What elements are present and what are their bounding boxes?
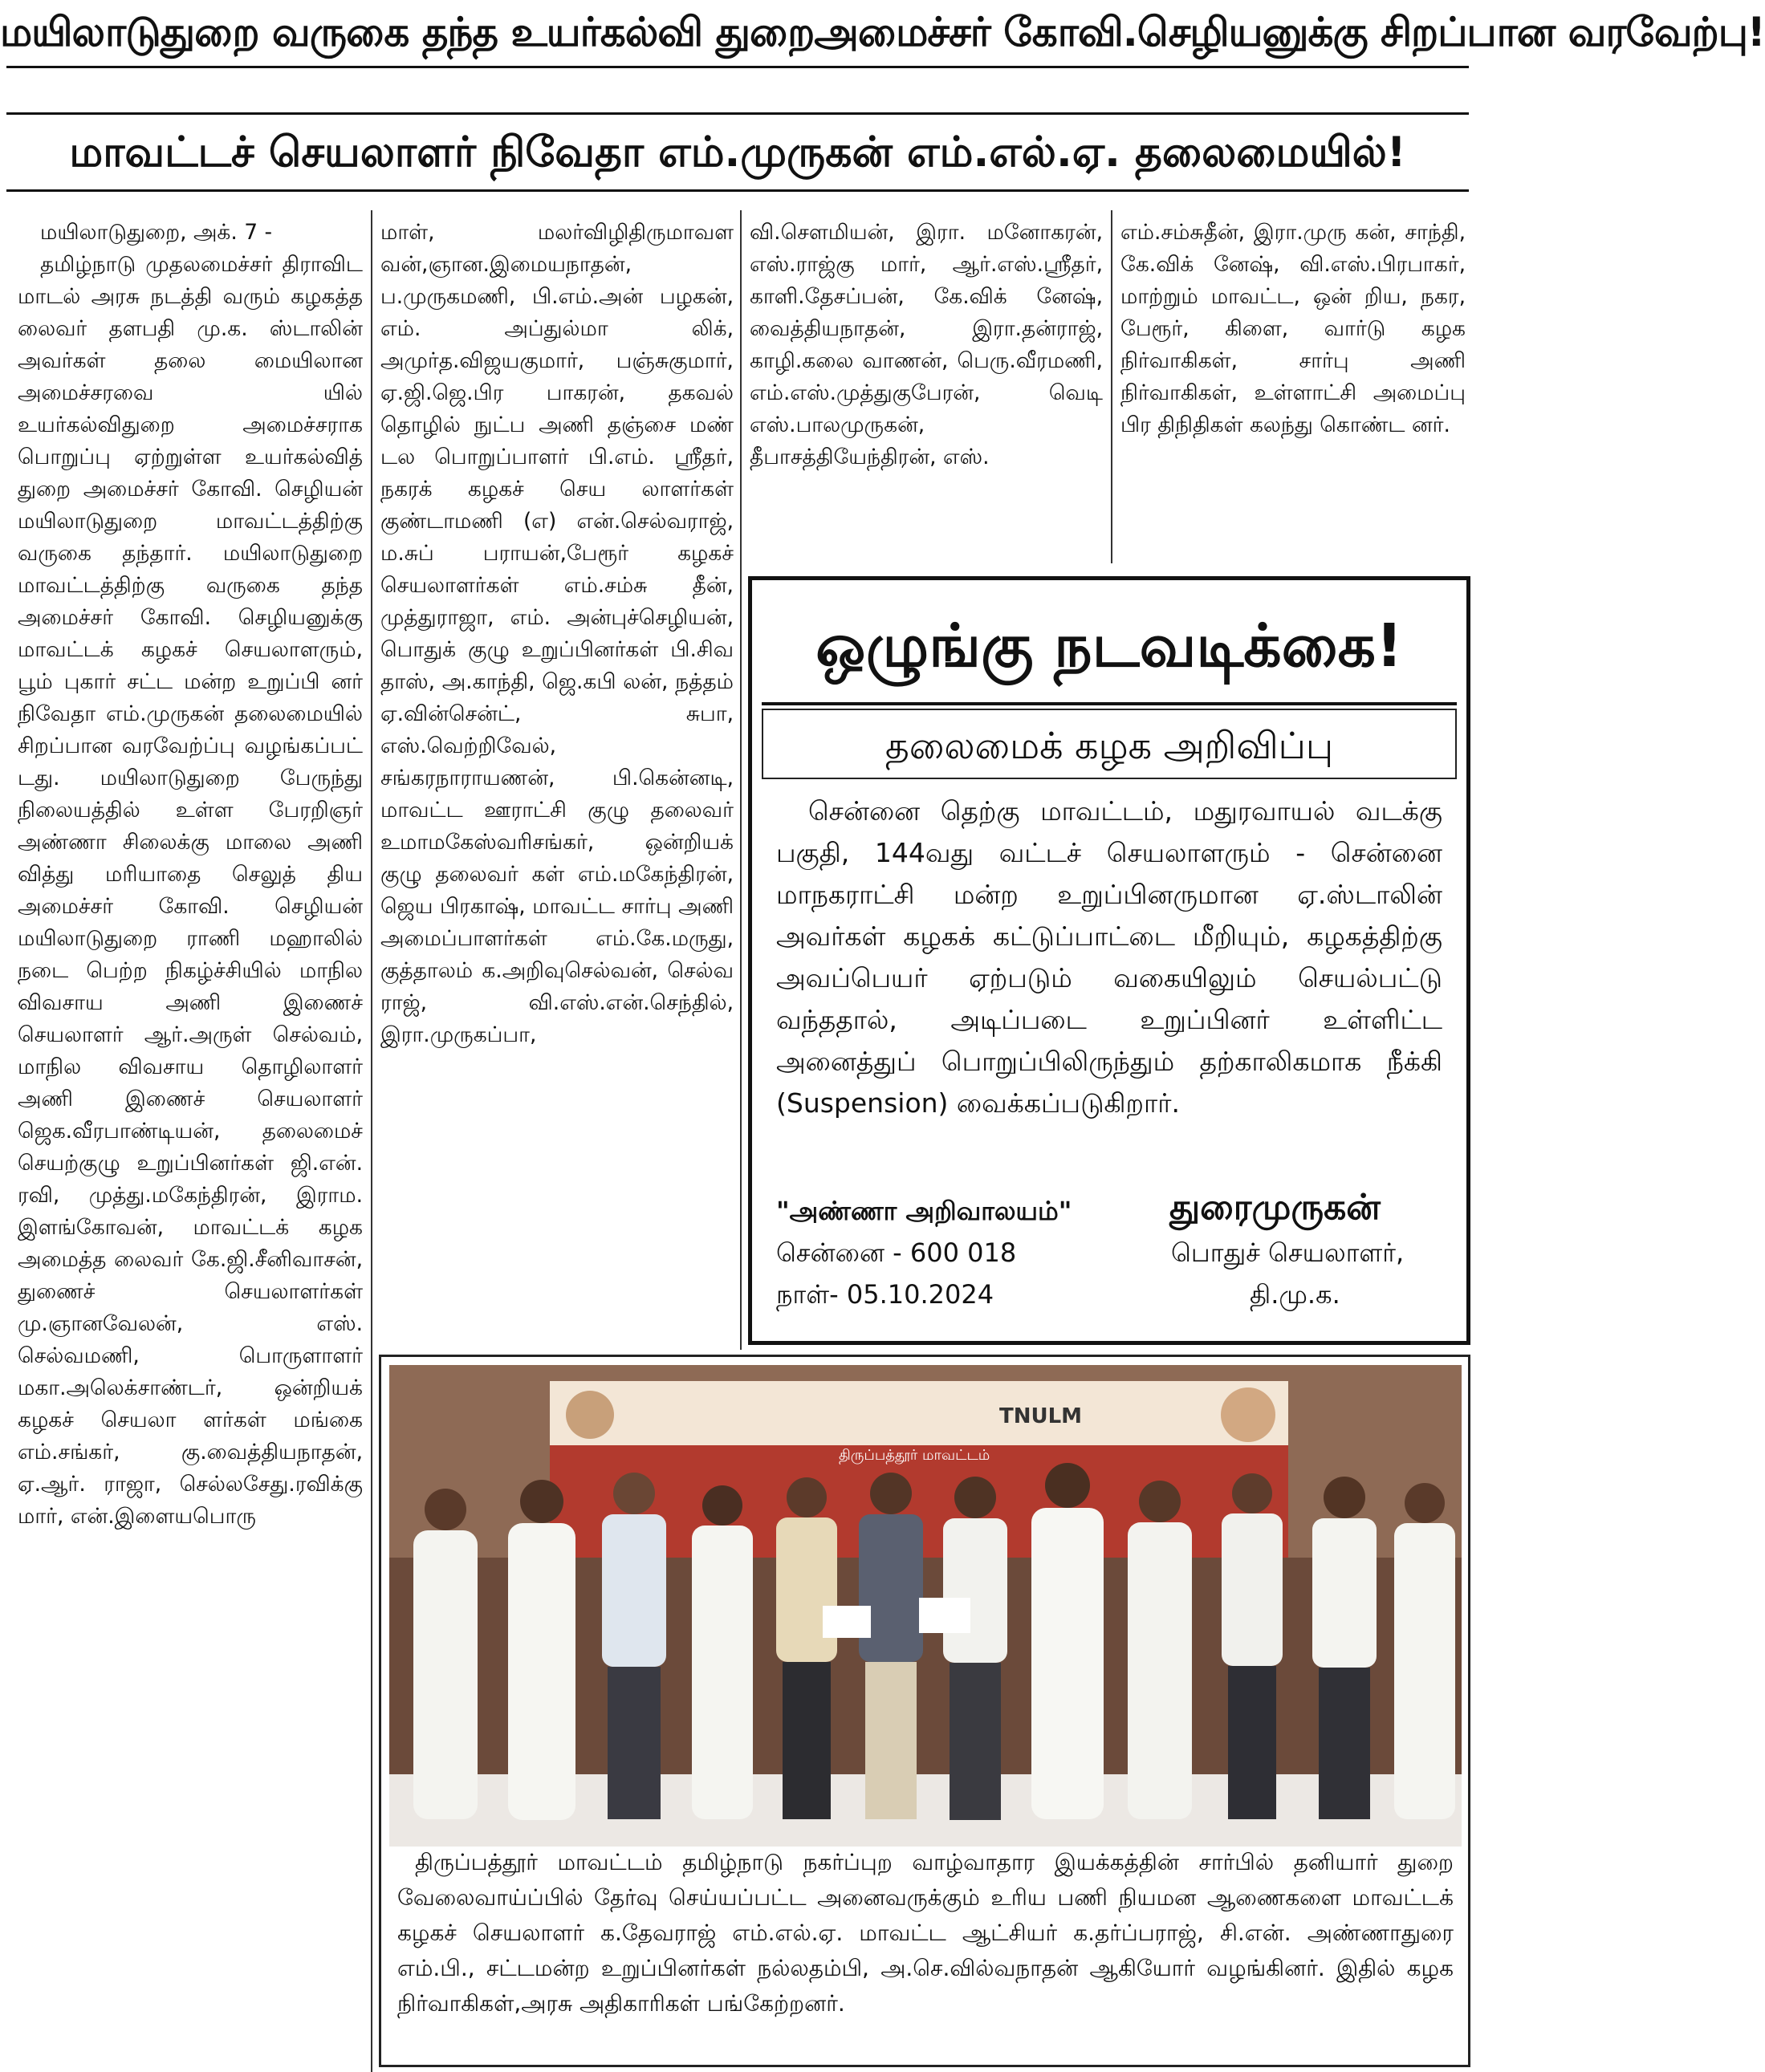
person-12	[1394, 1483, 1455, 1819]
banner-portrait-right	[1221, 1387, 1275, 1442]
article-col4-text: எம்.சம்சுதீன், இரா.முரு கன், சாந்தி, கே.விக் னேஷ், வி.எஸ்.பிரபாகர், மாற்றும் மாவட்ட, ஒன் றிய, நகர, பேரூர், கிளை, வார்டு கழக நிர்வாகிகள், சார்பு அணி நிர்வாகிகள், உள்ளாட்சி அமைப்பு பிர திநிதிகள் கலந்து கொண்ட னர்.	[1120, 220, 1466, 437]
banner-portrait-left	[566, 1391, 614, 1439]
column-divider-2	[740, 210, 742, 1350]
photo-caption: திருப்பத்தூர் மாவட்டம் தமிழ்நாடு நகர்ப்புற வாழ்வாதார இயக்கத்தின் சார்பில் தனியார் துறை வேலைவாய்ப்பில் தேர்வு செய்யப்பட்ட அனைவருக்கும் உரிய பணி நியமன ஆணைகளை மாவட்டக் கழகச் செயலாளர் க.தேவராஜ் எம்.எல்.ஏ. மாவட்ட ஆட்சியர் க.தர்ப்பராஜ், சி.என். அண்ணாதுரை எம்.பி., சட்டமன்ற உறுப்பினர்கள் நல்லதம்பி, அ.செ.வில்வநாதன் ஆகியோர் வழங்கினர். இதில் கழக நிர்வாகிகள்,அரசு அதிகாரிகள் பங்கேற்றனர்.	[397, 1849, 1454, 2017]
banner-logo-text: TNULM	[999, 1404, 1083, 1428]
notice-signature	[1169, 1184, 1442, 1315]
notice-party: தி.மு.க.	[1250, 1279, 1340, 1310]
person-5	[776, 1477, 837, 1819]
notice-date: நாள்- 05.10.2024	[776, 1279, 994, 1310]
notice-subtitle: தலைமைக் கழக அறிவிப்பு	[762, 709, 1457, 779]
appointment-letter-left	[823, 1606, 871, 1638]
subhead: மாவட்டச் செயலாளர் நிவேதா எம்.முருகன் எம்.எல்.ஏ. தலைமையில்!	[69, 128, 1406, 177]
article-col1-text: தமிழ்நாடு முதலமைச்சர் திராவிட மாடல் அரசு நடத்தி வரும் கழகத்த லைவர் தளபதி மு.க. ஸ்டாலின் அவர்கள் தலை மையிலான அமைச்சரவை யில் உயர்கல்விதுறை அமைச்சராக பொறுப்பு ஏற்றுள்ள உயர்கல்வித் துறை அமைச்சர் கோவி. செழியன் மயிலாடுதுறை மாவட்டத்திற்கு வருகை தந்தார். மயிலாடுதுறை மாவட்டத்திற்கு வருகை தந்த அமைச்சர் கோவி. செழியனுக்கு மாவட்டக் கழகச் செயலாளரும், பூம் புகார் சட்ட மன்ற உறுப்பி னர் நிவேதா எம்.முருகன் தலைமையில் சிறப்பான வரவேற்ப்பு வழங்கப்பட் டது. மயிலாடுதுறை பேருந்து நிலையத்தில் உள்ள பேரறிஞர் அண்ணா சிலைக்கு மாலை அணி வித்து மரியாதை செலுத் திய அமைச்சர் கோவி. செழியன் மயிலாடுதுறை ராணி மஹாலில் நடை பெற்ற நிகழ்ச்சியில் மாநில விவசாய அணி இணைச் செயலாளர் ஆர்.அருள் செல்வம், மாநில விவசாய தொழிலாளர் அணி இணைச் செயலாளர் ஜெக.வீரபாண்டியன், தலைமைச் செயற்குழு உறுப்பினர்கள் ஜி.என். ரவி, முத்து.மகேந்திரன், இராம. இளங்கோவன், மாவட்டக் கழக அமைத்த லைவர் கே.ஜி.சீனிவாசன், துணைச் செயலாளர்கள் மு.ஞானவேலன், எஸ். செல்வமணி, பொருளாளர் மகா.அலெக்சாண்டர், ஒன்றியக் கழகச் செயலா ளர்கள் மங்கை எம்.சங்கர், கு.வைத்தியநாதன், ஏ.ஆர். ராஜா, செல்லசேது.ரவிக்கு மார், என்.இளையபொரு	[18, 252, 363, 1529]
article-col3-text: வி.சௌமியன், இரா. மனோகரன், எஸ்.ராஜ்கு மார், ஆர்.எஸ்.ஸ்ரீதர், காளி.தேசப்பன், கே.விக் னேஷ், வைத்தியநாதன், இரா.தன்ராஜ், காழி.கலை வாணன், பெரு.வீரமணி, எம்.எஸ்.முத்துகுபேரன், வெடி எஸ்.பாலமுருகன், தீபாசத்தியேந்திரன், எஸ்.	[750, 220, 1103, 469]
news-photo-frame	[379, 1355, 1470, 2067]
person-10	[1222, 1473, 1283, 1819]
subhead-bottom-rule	[6, 189, 1469, 192]
notice-address	[776, 1190, 1129, 1315]
appointment-letter-right	[919, 1598, 970, 1633]
person-6	[859, 1473, 923, 1819]
notice-designation: பொதுச் செயலாளர்,	[1171, 1237, 1405, 1268]
headline: மயிலாடுதுறை வருகை தந்த உயர்கல்வி துறைஅமைச்சர் கோவி.செழியனுக்கு சிறப்பான வரவேற்பு!	[0, 9, 1765, 55]
column-divider-1	[371, 210, 372, 2072]
article-dateline: மயிலாடுதுறை, அக். 7 -	[40, 220, 273, 245]
article-column-2	[380, 217, 734, 1347]
banner-heading-text: திருப்பத்தூர் மாவட்டம்	[839, 1447, 990, 1464]
subhead-top-rule	[6, 112, 1469, 115]
article-column-1	[18, 217, 363, 2062]
notice-address-name: "அண்ணா அறிவாலயம்"	[776, 1196, 1072, 1226]
article-column-4	[1120, 217, 1466, 570]
event-photo	[389, 1365, 1462, 1847]
notice-address-city: சென்னை - 600 018	[776, 1237, 1017, 1268]
article-column-3	[750, 217, 1103, 570]
person-8	[1031, 1463, 1104, 1819]
person-1	[413, 1489, 478, 1819]
person-3	[602, 1473, 666, 1819]
article-col2-text: மாள், மலர்விழிதிருமாவள வன்,ஞான.இமையநாதன், ப.முருகமணி, பி.எம்.அன் பழகன், எம். அப்துல்மா லிக், அமுர்த.விஜயகுமார், பஞ்சுகுமார், ஏ.ஜி.ஜெ.பிர பாகரன், தகவல் தொழில் நுட்ப அணி தஞ்சை மண் டல பொறுப்பாளர் பி.எம். ஸ்ரீதர், நகரக் கழகச் செய லாளர்கள் குண்டாமணி (எ) என்.செல்வராஜ், ம.சுப் பராயன்,பேரூர் கழகச் செயலாளர்கள் எம்.சம்சு தீன், முத்துராஜா, எம். அன்புச்செழியன், பொதுக் குழு உறுப்பினர்கள் பி.சிவ தாஸ், அ.காந்தி, ஜெ.கபி லன், நத்தம் ஏ.வின்சென்ட், சுபா, எஸ்.வெற்றிவேல், சங்கரநாராயணன், பி.கென்னடி, மாவட்ட ஊராட்சி குழு தலைவர் உமாமகேஸ்வரிசங்கர், ஒன்றியக் குழு தலைவர் கள் எம்.மகேந்திரன், ஜெய பிரகாஷ், மாவட்ட சார்பு அணி அமைப்பாளர்கள் எம்.கே.மருது, குத்தாலம் க.அறிவுசெல்வன், செல்வ ராஜ், வி.எஸ்.என்.செந்தில், இரா.முருகப்பா,	[380, 220, 734, 1047]
notice-signatory: துரைமுருகன்	[1169, 1187, 1381, 1228]
disciplinary-notice-box	[748, 576, 1470, 1345]
person-7	[943, 1477, 1007, 1820]
banner-top-strip	[550, 1381, 1288, 1445]
person-2	[508, 1480, 575, 1820]
column-divider-3	[1111, 210, 1112, 563]
notice-body: சென்னை தெற்கு மாவட்டம், மதுரவாயல் வடக்கு பகுதி, 144வது வட்டச் செயலாளரும் - சென்னை மாநகராட்சி மன்ற உறுப்பினருமான ஏ.ஸ்டாலின் அவர்கள் கழகக் கட்டுப்பாட்டை மீறியும், கழகத்திற்கு அவப்பெயர் ஏற்படும் வகையிலும் செயல்பட்டு வந்ததால், அடிப்படை உறுப்பினர் உள்ளிட்ட அனைத்துப் பொறுப்பிலிருந்தும் தற்காலிகமாக நீக்கி (Suspension) வைக்கப்படுகிறார்.	[776, 795, 1442, 1119]
person-9	[1128, 1481, 1192, 1819]
headline-rule	[6, 66, 1469, 68]
notice-title: ஒழுங்கு நடவடிக்கை!	[762, 590, 1457, 705]
person-4	[692, 1485, 753, 1819]
person-11	[1312, 1477, 1377, 1819]
